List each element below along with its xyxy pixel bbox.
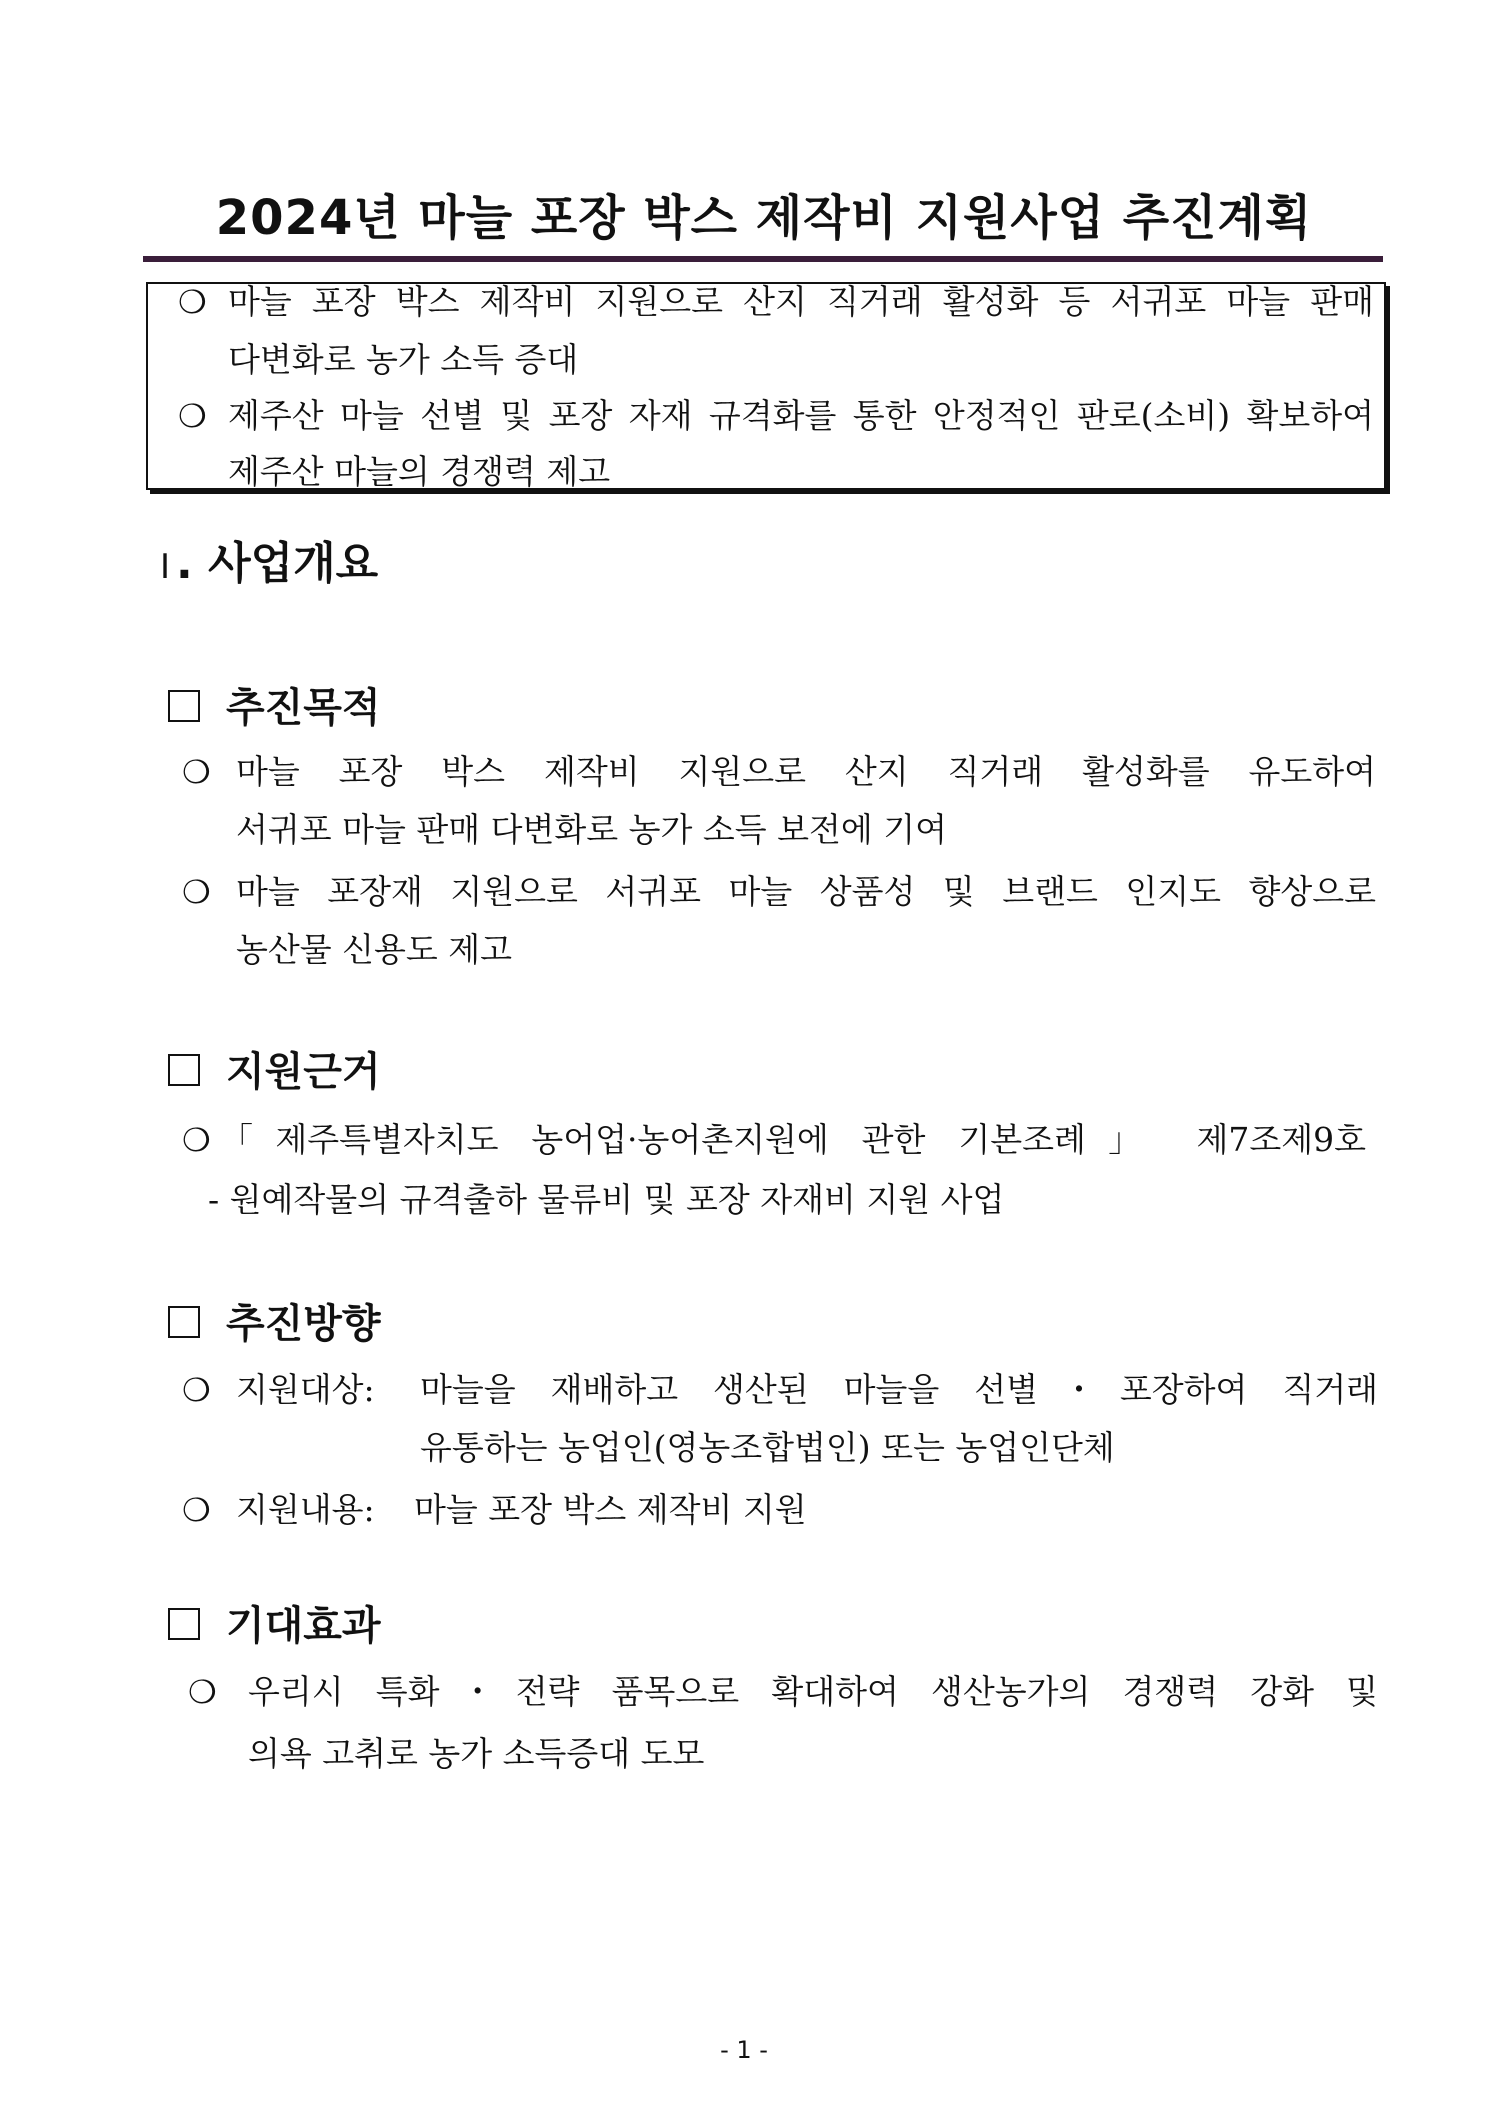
page-number: - 1 - xyxy=(720,2036,768,2064)
effect-heading-label: 기대효과 xyxy=(226,1603,381,1649)
title-underline xyxy=(143,256,1383,262)
section-title: . 사업개요 xyxy=(176,538,379,589)
summary-line-2a: 제주산 마늘 선별 및 포장 자재 규격화를 통한 안정적인 판로(소비) 확보하여 xyxy=(228,396,1374,435)
effect-line-2: 의욕 고취로 농가 소득증대 도모 xyxy=(248,1734,705,1773)
purpose-line-2b: 농산물 신용도 제고 xyxy=(236,930,513,969)
basis-item: 「제주특별자치도 농어업·농어촌지원에 관한 기본조례」 제7조제9호 xyxy=(220,1120,1366,1159)
basis-subitem: - 원예작물의 규격출하 물류비 및 포장 자재비 지원 사업 xyxy=(208,1180,1005,1219)
direction-bullet-1: ❍ xyxy=(182,1371,211,1409)
effect-line-1: 우리시 특화・전략 품목으로 확대하여 생산농가의 경쟁력 강화 및 xyxy=(248,1672,1378,1711)
purpose-bullet-1: ❍ xyxy=(182,753,211,791)
purpose-heading-label: 추진목적 xyxy=(226,685,381,731)
checkbox-icon xyxy=(168,1306,200,1338)
direction-heading-label: 추진방향 xyxy=(226,1301,381,1347)
direction-bullet-2: ❍ xyxy=(182,1491,211,1529)
direction-content: 마늘 포장 박스 제작비 지원 xyxy=(414,1490,807,1529)
summary-line-1b: 다변화로 농가 소득 증대 xyxy=(228,340,579,379)
effect-bullet: ❍ xyxy=(188,1673,217,1711)
direction-target-label: 지원대상: xyxy=(236,1370,375,1409)
document-title: 2024년 마늘 포장 박스 제작비 지원사업 추진계획 xyxy=(215,190,1313,246)
purpose-line-2a: 마늘 포장재 지원으로 서귀포 마늘 상품성 및 브랜드 인지도 향상으로 xyxy=(236,872,1376,911)
direction-heading xyxy=(168,1298,381,1350)
checkbox-icon xyxy=(168,1054,200,1086)
purpose-line-1a: 마늘 포장 박스 제작비 지원으로 산지 직거래 활성화를 유도하여 xyxy=(236,752,1376,791)
direction-target-line-2: 유통하는 농업인(영농조합법인) 또는 농업인단체 xyxy=(420,1428,1115,1467)
section-numeral: Ⅰ xyxy=(160,547,171,587)
summary-line-2b: 제주산 마늘의 경쟁력 제고 xyxy=(228,452,611,491)
section-heading xyxy=(160,536,378,595)
purpose-heading xyxy=(168,682,381,734)
basis-heading xyxy=(168,1046,381,1098)
effect-heading xyxy=(168,1600,381,1652)
basis-bullet: ❍ xyxy=(182,1121,211,1159)
basis-heading-label: 지원근거 xyxy=(226,1049,381,1095)
direction-content-label: 지원내용: xyxy=(236,1490,375,1529)
checkbox-icon xyxy=(168,1608,200,1640)
purpose-line-1b: 서귀포 마늘 판매 다변화로 농가 소득 보전에 기여 xyxy=(236,810,947,849)
purpose-bullet-2: ❍ xyxy=(182,873,211,911)
summary-line-1a: 마늘 포장 박스 제작비 지원으로 산지 직거래 활성화 등 서귀포 마늘 판매 xyxy=(228,282,1374,321)
checkbox-icon xyxy=(168,690,200,722)
summary-bullet-1: ❍ xyxy=(178,283,207,321)
direction-target-line-1: 마늘을 재배하고 생산된 마늘을 선별・포장하여 직거래 xyxy=(420,1370,1378,1409)
summary-bullet-2: ❍ xyxy=(178,397,207,435)
